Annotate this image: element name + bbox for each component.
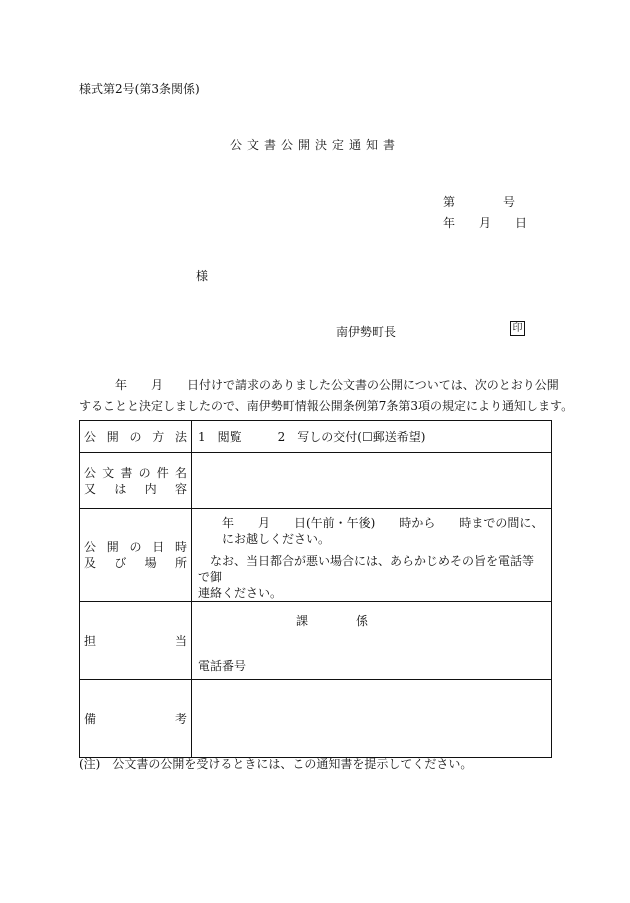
datetime-line: なお、当日都合が悪い場合には、あらかじめその旨を電話等で御 xyxy=(198,554,535,584)
table-row-document xyxy=(80,453,552,509)
datetime-value xyxy=(192,509,552,602)
label-char: の xyxy=(129,429,142,444)
label-char: 担 xyxy=(84,633,97,648)
label-char: 法 xyxy=(174,429,187,444)
contact-value xyxy=(192,602,552,680)
number-date-block xyxy=(443,192,527,234)
label-char: 考 xyxy=(174,711,187,726)
label-spread xyxy=(84,481,187,497)
label-char: 文 xyxy=(102,465,115,480)
label-char: 及 xyxy=(84,556,97,570)
table-row-method xyxy=(80,421,552,453)
label-char: 内 xyxy=(144,481,157,496)
label-spread xyxy=(84,633,187,649)
label-spread xyxy=(84,555,187,571)
notice-table xyxy=(79,420,552,758)
label-char: 時 xyxy=(174,540,187,554)
body-line: することと決定しましたので、南伊勢町情報公開条例第7条第3項の規定により通知します。 xyxy=(79,399,574,413)
label-char: 所 xyxy=(174,556,187,570)
form-number: 様式第2号(第3条関係) xyxy=(79,82,200,96)
label-char: 書 xyxy=(120,465,133,480)
document-number: 第 号 xyxy=(443,195,516,209)
label-char: 備 xyxy=(84,711,97,726)
table-row-contact xyxy=(80,602,552,680)
label-char: 又 xyxy=(84,481,97,496)
label-spread xyxy=(84,711,187,727)
issuer-name: 南伊勢町長 xyxy=(336,325,397,339)
label-char: 当 xyxy=(174,633,187,648)
label-char: 開 xyxy=(106,429,119,444)
label-char: の xyxy=(129,540,142,554)
label-char: 件 xyxy=(156,465,169,480)
datetime-line: にお越しください。 xyxy=(198,532,331,546)
table-row-remarks xyxy=(80,680,552,758)
page-title: 公文書公開決定通知書 xyxy=(229,138,400,152)
datetime-line: 年 月 日(午前・午後) 時から 時までの間に、 xyxy=(198,516,544,530)
label-char: 場 xyxy=(144,556,157,570)
label-char: 方 xyxy=(152,429,165,444)
footnote: (注) 公文書の公開を受けるときには、この通知書を提示してください。 xyxy=(79,757,473,771)
seal-mark: 印 xyxy=(510,321,525,336)
label-char: 公 xyxy=(84,540,97,554)
label-spread xyxy=(84,539,187,555)
label-char: 名 xyxy=(174,465,187,480)
document-value xyxy=(192,453,552,509)
label-char: び xyxy=(114,556,127,570)
table-row-datetime xyxy=(80,509,552,602)
label-spread xyxy=(84,465,187,481)
label-spread xyxy=(84,429,187,445)
datetime-line: 連絡ください。 xyxy=(198,586,283,600)
datetime-label-cell xyxy=(80,509,192,602)
label-char: 公 xyxy=(84,465,97,480)
issue-date: 年 月 日 xyxy=(443,216,528,230)
label-char: の xyxy=(138,465,151,480)
label-char: 日 xyxy=(152,540,165,554)
addressee: 様 xyxy=(196,269,209,283)
contact-dept: 課 係 xyxy=(296,614,369,628)
remarks-value xyxy=(192,680,552,758)
document-label-cell xyxy=(80,453,192,509)
label-char: 容 xyxy=(174,481,187,496)
method-label-cell xyxy=(80,421,192,453)
method-value: 1 閲覧 2 写しの交付(☐郵送希望) xyxy=(192,421,552,453)
label-char: 開 xyxy=(106,540,119,554)
remarks-label-cell xyxy=(80,680,192,758)
body-line: 年 月 日付けで請求のありました公文書の公開については、次のとおり公開 xyxy=(79,378,559,392)
contact-label-cell xyxy=(80,602,192,680)
label-char: 公 xyxy=(84,429,97,444)
contact-phone: 電話番号 xyxy=(198,659,247,673)
label-char: は xyxy=(114,481,127,496)
body-text xyxy=(79,375,574,417)
